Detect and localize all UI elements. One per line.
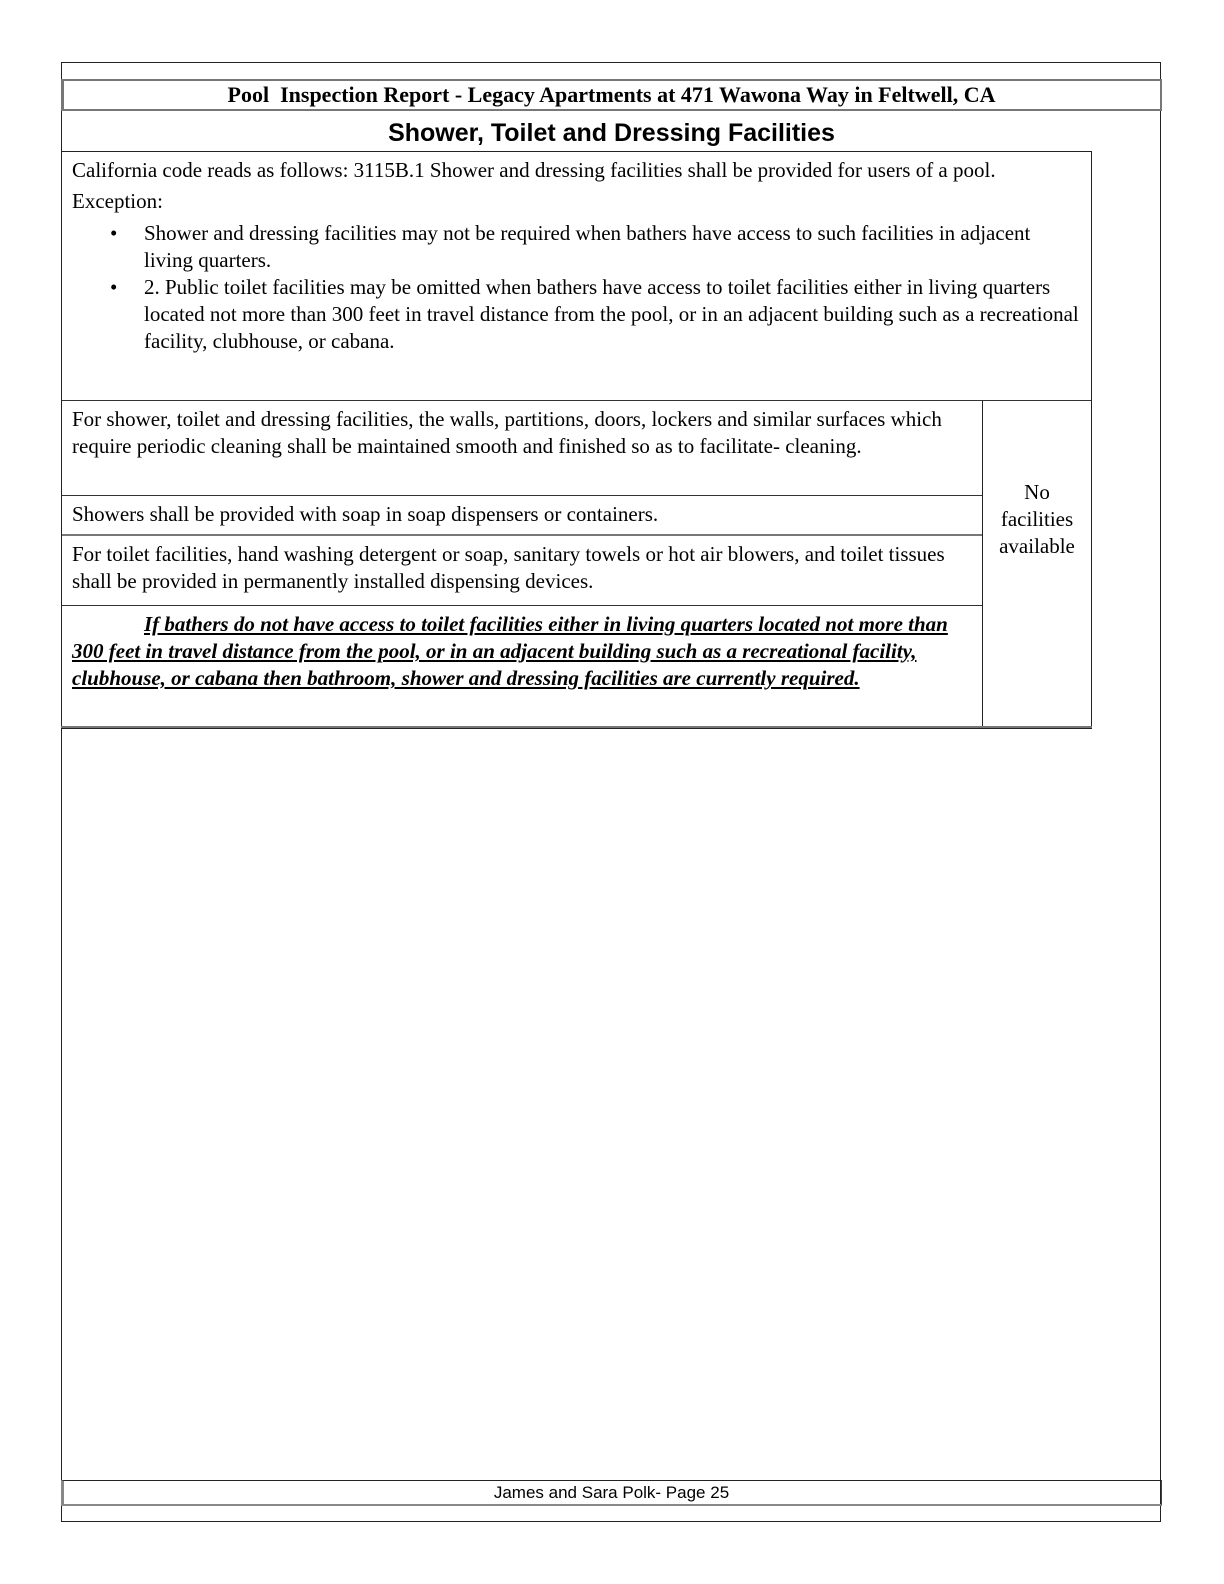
exception-text: Shower and dressing facilities may not be required when bathers have access to such facilities in adjacent living quarters. — [144, 221, 1031, 272]
requirement-note-text: If bathers do not have access to toilet facilities either in living quarters located not more than 300 feet in travel distance from the pool, or in an adjacent building such as a recreational facility, clubhouse, or cabana then bathroom, shower and dressing facilities are currently required. — [72, 612, 948, 690]
report-title: Pool Inspection Report - Legacy Apartments at 471 Wawona Way in Feltwell, CA — [227, 82, 996, 107]
bullet-icon: • — [110, 221, 118, 245]
code-intro: California code reads as follows: 3115B.1 Shower and dressing facilities shall be provided for users of a pool. — [72, 158, 996, 182]
bullet-icon: • — [110, 275, 118, 299]
exception-item — [110, 220, 1081, 274]
facilities-table — [61, 151, 1092, 729]
requirements-rows — [62, 401, 1091, 728]
exception-label: Exception: — [72, 189, 163, 213]
section-title: Shower, Toilet and Dressing Facilities — [388, 119, 835, 147]
requirement-note-row — [62, 606, 982, 728]
code-citation — [62, 152, 1091, 401]
requirement-row: For toilet facilities, hand washing detergent or soap, sanitary towels or hot air blowers, and toilet tissues shall be provided in permanently installed dispensing devices. — [62, 536, 982, 606]
exception-item — [110, 274, 1081, 355]
requirements-column — [62, 401, 983, 728]
exception-text: 2. Public toilet facilities may be omitted when bathers have access to toilet facilities either in living quarters located not more than 300 feet in travel distance from the pool, or in an adjacent building such as a recreational facility, clubhouse, or cabana. — [144, 275, 1079, 353]
requirement-row: Showers shall be provided with soap in soap dispensers or containers. — [62, 496, 982, 536]
requirement-row: For shower, toilet and dressing facilities, the walls, partitions, doors, lockers and similar surfaces which require periodic cleaning shall be maintained smooth and finished so as to facilitate- cleaning. — [62, 401, 982, 496]
exception-list — [72, 220, 1081, 355]
footer-page-label: James and Sara Polk- Page 25 — [493, 1483, 730, 1502]
status-column — [983, 401, 1091, 728]
table-bottom-rule — [61, 726, 1092, 728]
status-value: No facilities available — [999, 480, 1075, 558]
